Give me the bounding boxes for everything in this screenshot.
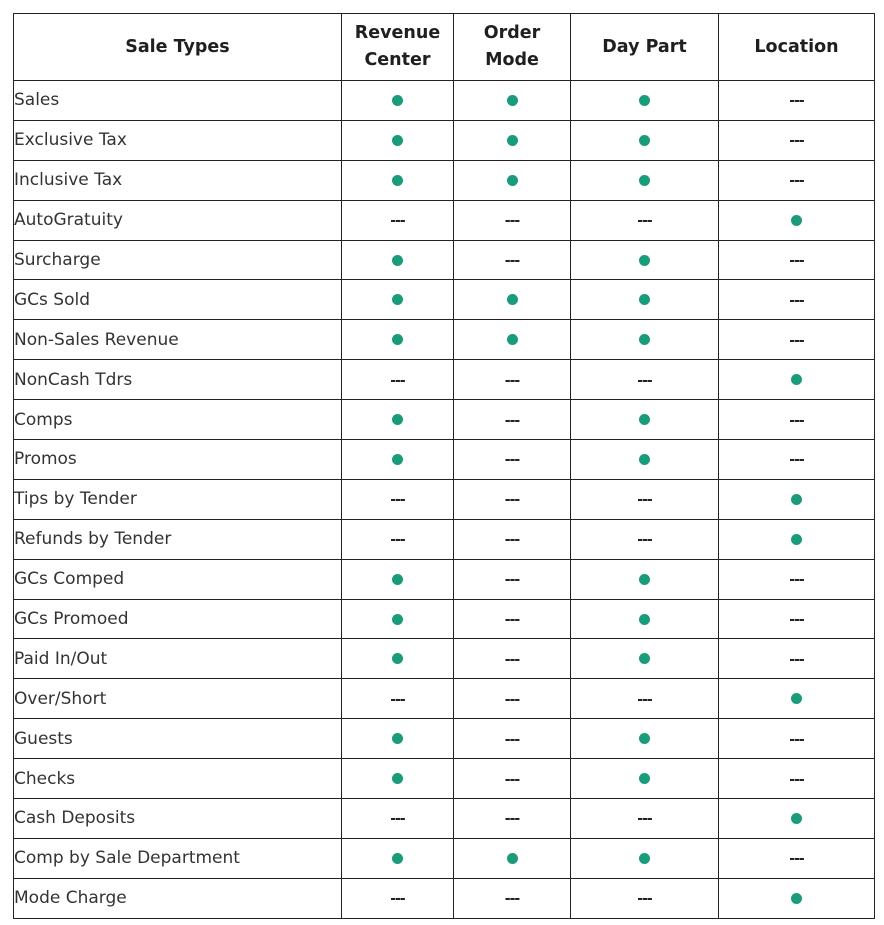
- cell-revenue-center: [342, 320, 454, 360]
- check-dot-icon: [392, 255, 403, 266]
- cell-location: [719, 719, 875, 759]
- dash-marker: ---: [504, 691, 520, 708]
- dash-marker: ---: [390, 532, 405, 549]
- sale-type-label: Promos: [14, 440, 342, 480]
- cell-day-part: [571, 360, 719, 400]
- check-dot-icon: [639, 255, 650, 266]
- sale-type-label: Exclusive Tax: [14, 120, 342, 160]
- dash-marker: ---: [504, 372, 520, 389]
- cell-day-part: [571, 320, 719, 360]
- dash-marker: ---: [789, 731, 804, 748]
- dash-marker: ---: [789, 412, 804, 429]
- cell-revenue-center: [342, 599, 454, 639]
- check-dot-icon: [392, 175, 403, 186]
- header-day-part-label: Day Part: [602, 36, 687, 57]
- cell-location: [719, 519, 875, 559]
- cell-day-part: [571, 759, 719, 799]
- dash-marker: ---: [504, 891, 520, 908]
- cell-revenue-center: [342, 160, 454, 200]
- sale-type-label: AutoGratuity: [14, 200, 342, 240]
- cell-location: [719, 559, 875, 599]
- sale-type-label: Comps: [14, 400, 342, 440]
- cell-location: [719, 679, 875, 719]
- cell-location: [719, 320, 875, 360]
- check-dot-icon: [639, 414, 650, 425]
- cell-order-mode: [454, 440, 571, 480]
- dash-marker: ---: [390, 213, 405, 230]
- cell-order-mode: [454, 360, 571, 400]
- cell-day-part: [571, 719, 719, 759]
- check-dot-icon: [392, 733, 403, 744]
- cell-order-mode: [454, 400, 571, 440]
- cell-location: [719, 639, 875, 679]
- header-location: [719, 14, 875, 81]
- check-dot-icon: [507, 853, 518, 864]
- dash-marker: ---: [504, 253, 520, 269]
- dash-marker: ---: [504, 492, 520, 509]
- cell-location: [719, 280, 875, 320]
- header-location-label: Location: [754, 36, 839, 57]
- dash-marker: ---: [789, 572, 804, 589]
- cell-day-part: [571, 838, 719, 878]
- cell-location: [719, 120, 875, 160]
- cell-location: [719, 400, 875, 440]
- cell-location: [719, 759, 875, 799]
- cell-order-mode: [454, 639, 571, 679]
- check-dot-icon: [392, 454, 403, 465]
- dash-marker: ---: [789, 851, 804, 868]
- table-row: [14, 200, 875, 240]
- check-dot-icon: [639, 175, 650, 186]
- dash-marker: ---: [789, 332, 804, 349]
- dash-marker: ---: [789, 452, 804, 469]
- cell-day-part: [571, 559, 719, 599]
- check-dot-icon: [639, 454, 650, 465]
- cell-location: [719, 360, 875, 400]
- dash-marker: ---: [789, 292, 804, 309]
- cell-revenue-center: [342, 200, 454, 240]
- table-row: [14, 759, 875, 799]
- cell-revenue-center: [342, 679, 454, 719]
- check-dot-icon: [639, 773, 650, 784]
- dash-marker: ---: [789, 93, 804, 110]
- table-row: [14, 240, 875, 280]
- header-row: [14, 14, 875, 81]
- cell-day-part: [571, 799, 719, 839]
- cell-revenue-center: [342, 440, 454, 480]
- check-dot-icon: [791, 693, 802, 704]
- cell-location: [719, 599, 875, 639]
- check-dot-icon: [791, 893, 802, 904]
- cell-day-part: [571, 679, 719, 719]
- dash-marker: ---: [504, 412, 520, 429]
- header-revenue-center: [342, 14, 454, 81]
- cell-revenue-center: [342, 280, 454, 320]
- cell-location: [719, 160, 875, 200]
- cell-order-mode: [454, 799, 571, 839]
- dash-marker: ---: [789, 173, 804, 190]
- cell-day-part: [571, 479, 719, 519]
- cell-order-mode: [454, 599, 571, 639]
- cell-day-part: [571, 639, 719, 679]
- dash-marker: ---: [637, 691, 652, 708]
- cell-day-part: [571, 519, 719, 559]
- check-dot-icon: [507, 334, 518, 345]
- cell-order-mode: [454, 519, 571, 559]
- dash-marker: ---: [504, 811, 520, 828]
- table-row: [14, 519, 875, 559]
- header-sale-types: [14, 14, 342, 81]
- header-sale-types-label: Sale Types: [125, 36, 230, 57]
- cell-day-part: [571, 878, 719, 918]
- cell-order-mode: [454, 240, 571, 280]
- cell-day-part: [571, 160, 719, 200]
- check-dot-icon: [392, 653, 403, 664]
- cell-order-mode: [454, 559, 571, 599]
- dash-marker: ---: [789, 771, 804, 788]
- dash-marker: ---: [637, 811, 652, 828]
- dash-marker: ---: [789, 133, 804, 150]
- sale-type-label: Checks: [14, 759, 342, 799]
- check-dot-icon: [639, 294, 650, 305]
- sale-type-label: Guests: [14, 719, 342, 759]
- check-dot-icon: [392, 773, 403, 784]
- cell-revenue-center: [342, 240, 454, 280]
- table-row: [14, 679, 875, 719]
- check-dot-icon: [392, 334, 403, 345]
- cell-revenue-center: [342, 559, 454, 599]
- cell-day-part: [571, 400, 719, 440]
- dash-marker: ---: [637, 532, 652, 549]
- check-dot-icon: [639, 135, 650, 146]
- sale-type-label: Tips by Tender: [14, 479, 342, 519]
- cell-day-part: [571, 599, 719, 639]
- sale-type-label: NonCash Tdrs: [14, 360, 342, 400]
- dash-marker: ---: [789, 612, 804, 629]
- cell-location: [719, 240, 875, 280]
- check-dot-icon: [639, 853, 650, 864]
- sale-type-label: Surcharge: [14, 240, 342, 280]
- sale-type-label: Mode Charge: [14, 878, 342, 918]
- dash-marker: ---: [789, 253, 804, 269]
- table-row: [14, 838, 875, 878]
- cell-revenue-center: [342, 519, 454, 559]
- check-dot-icon: [639, 334, 650, 345]
- cell-location: [719, 200, 875, 240]
- cell-revenue-center: [342, 400, 454, 440]
- cell-day-part: [571, 81, 719, 121]
- sale-type-label: Over/Short: [14, 679, 342, 719]
- cell-day-part: [571, 280, 719, 320]
- cell-revenue-center: [342, 81, 454, 121]
- sale-type-label: GCs Sold: [14, 280, 342, 320]
- dash-marker: ---: [390, 811, 405, 828]
- header-revenue-center-label: Revenue Center: [354, 23, 441, 70]
- dash-marker: ---: [637, 372, 652, 389]
- cell-day-part: [571, 440, 719, 480]
- table-row: [14, 81, 875, 121]
- cell-order-mode: [454, 200, 571, 240]
- header-day-part: [571, 14, 719, 81]
- cell-location: [719, 81, 875, 121]
- table-row: [14, 559, 875, 599]
- check-dot-icon: [392, 853, 403, 864]
- cell-revenue-center: [342, 799, 454, 839]
- check-dot-icon: [791, 374, 802, 385]
- table-row: [14, 360, 875, 400]
- cell-location: [719, 479, 875, 519]
- table-row: [14, 320, 875, 360]
- table-row: [14, 280, 875, 320]
- table-row: [14, 400, 875, 440]
- cell-location: [719, 878, 875, 918]
- dash-marker: ---: [390, 492, 405, 509]
- cell-revenue-center: [342, 719, 454, 759]
- cell-order-mode: [454, 81, 571, 121]
- table-body: [14, 81, 875, 919]
- dash-marker: ---: [504, 612, 520, 629]
- table-row: [14, 120, 875, 160]
- cell-revenue-center: [342, 838, 454, 878]
- cell-order-mode: [454, 120, 571, 160]
- check-dot-icon: [392, 294, 403, 305]
- check-dot-icon: [392, 614, 403, 625]
- table-row: [14, 160, 875, 200]
- check-dot-icon: [507, 135, 518, 146]
- check-dot-icon: [791, 215, 802, 226]
- table-row: [14, 719, 875, 759]
- cell-order-mode: [454, 679, 571, 719]
- dash-marker: ---: [390, 891, 405, 908]
- cell-location: [719, 440, 875, 480]
- cell-location: [719, 838, 875, 878]
- table-row: [14, 479, 875, 519]
- sale-type-label: Refunds by Tender: [14, 519, 342, 559]
- header-order-mode: [454, 14, 571, 81]
- table-row: [14, 599, 875, 639]
- cell-revenue-center: [342, 759, 454, 799]
- dash-marker: ---: [637, 492, 652, 509]
- cell-revenue-center: [342, 360, 454, 400]
- cell-order-mode: [454, 320, 571, 360]
- cell-revenue-center: [342, 120, 454, 160]
- cell-day-part: [571, 200, 719, 240]
- dash-marker: ---: [504, 731, 520, 748]
- sale-types-table: [13, 13, 875, 919]
- cell-order-mode: [454, 759, 571, 799]
- table-row: [14, 639, 875, 679]
- dash-marker: ---: [637, 891, 652, 908]
- check-dot-icon: [639, 614, 650, 625]
- dash-marker: ---: [390, 372, 405, 389]
- check-dot-icon: [392, 95, 403, 106]
- sale-type-label: Non-Sales Revenue: [14, 320, 342, 360]
- check-dot-icon: [639, 95, 650, 106]
- sale-type-label: GCs Comped: [14, 559, 342, 599]
- check-dot-icon: [639, 653, 650, 664]
- sale-type-label: Inclusive Tax: [14, 160, 342, 200]
- cell-revenue-center: [342, 479, 454, 519]
- cell-order-mode: [454, 838, 571, 878]
- sale-type-label: Cash Deposits: [14, 799, 342, 839]
- cell-order-mode: [454, 479, 571, 519]
- check-dot-icon: [507, 175, 518, 186]
- dash-marker: ---: [390, 691, 405, 708]
- table-row: [14, 799, 875, 839]
- dash-marker: ---: [504, 651, 520, 668]
- check-dot-icon: [392, 135, 403, 146]
- check-dot-icon: [639, 733, 650, 744]
- check-dot-icon: [392, 414, 403, 425]
- dash-marker: ---: [504, 452, 520, 469]
- cell-location: [719, 799, 875, 839]
- check-dot-icon: [507, 294, 518, 305]
- dash-marker: ---: [504, 532, 520, 549]
- check-dot-icon: [791, 494, 802, 505]
- cell-order-mode: [454, 878, 571, 918]
- cell-order-mode: [454, 719, 571, 759]
- check-dot-icon: [507, 95, 518, 106]
- sale-type-label: GCs Promoed: [14, 599, 342, 639]
- dash-marker: ---: [789, 651, 804, 668]
- sale-type-label: Comp by Sale Department: [14, 838, 342, 878]
- check-dot-icon: [392, 574, 403, 585]
- cell-revenue-center: [342, 878, 454, 918]
- cell-day-part: [571, 240, 719, 280]
- header-order-mode-label: Order Mode: [483, 23, 541, 70]
- dash-marker: ---: [504, 213, 520, 230]
- dash-marker: ---: [504, 771, 520, 788]
- cell-order-mode: [454, 280, 571, 320]
- check-dot-icon: [791, 534, 802, 545]
- dash-marker: ---: [637, 213, 652, 230]
- check-dot-icon: [791, 813, 802, 824]
- table-row: [14, 440, 875, 480]
- dash-marker: ---: [504, 572, 520, 589]
- cell-revenue-center: [342, 639, 454, 679]
- cell-order-mode: [454, 160, 571, 200]
- sale-type-label: Sales: [14, 81, 342, 121]
- table-row: [14, 878, 875, 918]
- sale-type-label: Paid In/Out: [14, 639, 342, 679]
- check-dot-icon: [639, 574, 650, 585]
- cell-day-part: [571, 120, 719, 160]
